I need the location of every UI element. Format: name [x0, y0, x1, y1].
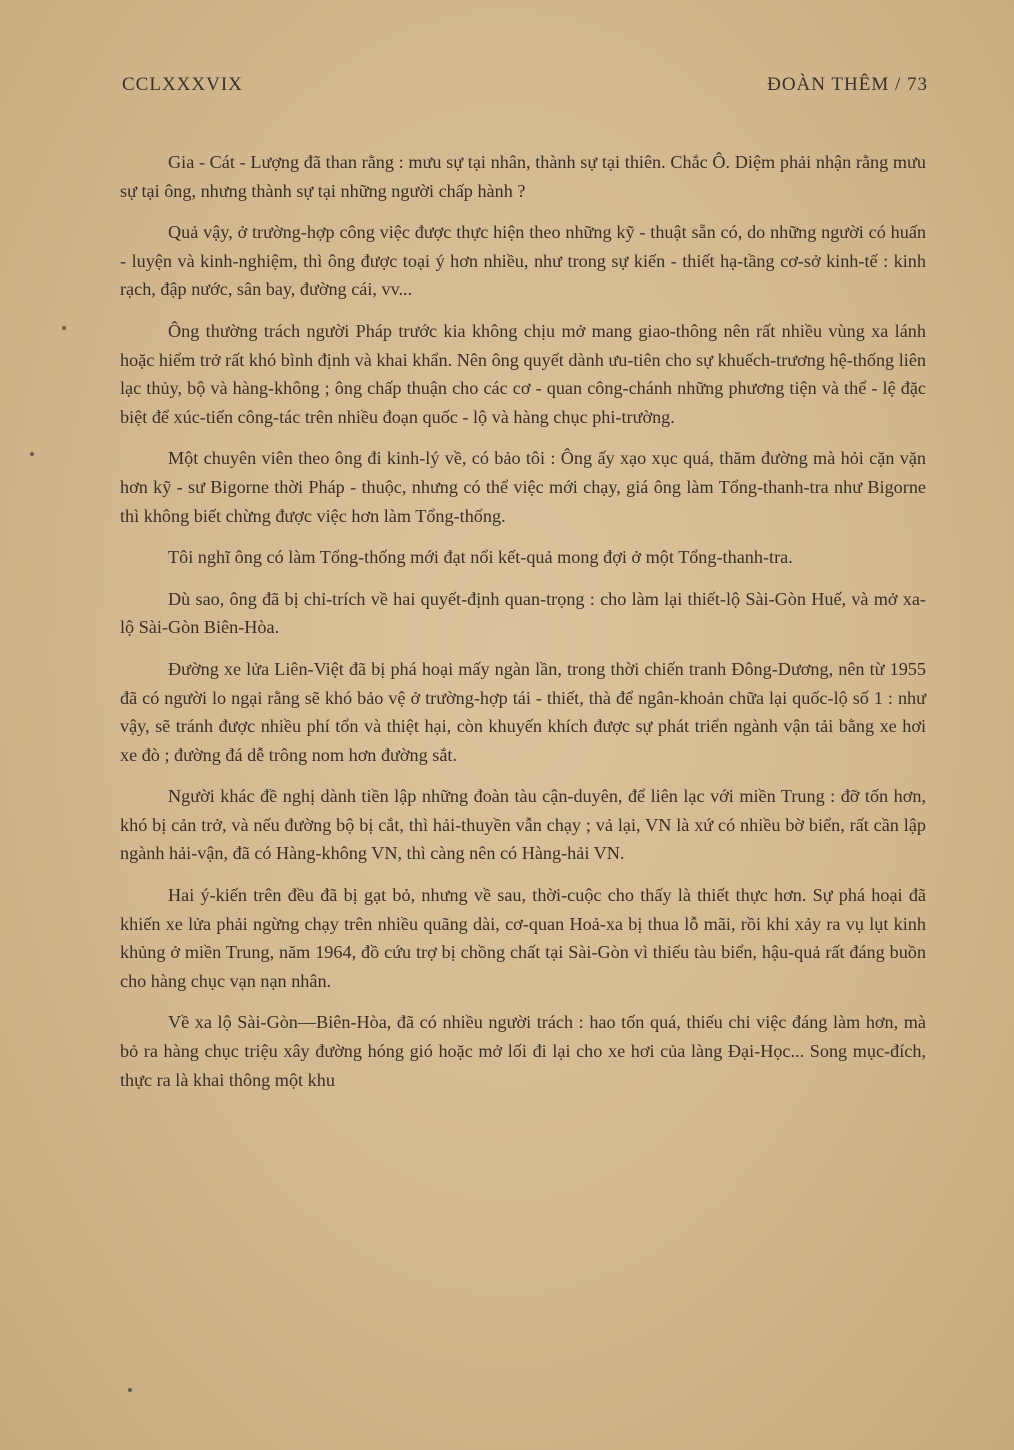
paragraph: Hai ý-kiến trên đều đã bị gạt bỏ, nhưng về sau, thời-cuộc cho thấy là thiết thực hơn. Sự phá hoại đã khiến xe lửa phải ngừng chạy trên nhiều quãng dài, cơ-quan Hoả-xa bị thua lỗ mãi, rồi khi xảy ra vụ lụt kinh khủng ở miền Trung, năm 1964, đồ cứu trợ bị chồng chất tại Sài-Gòn vì thiếu tàu biển, hậu-quả rất đáng buồn cho hàng chục vạn nạn nhân.: [120, 885, 926, 991]
paragraph: Đường xe lửa Liên-Việt đã bị phá hoại mấy ngàn lần, trong thời chiến tranh Đông-Dương, nên từ 1955 đã có người lo ngại rằng sẽ khó bảo vệ ở trường-hợp tái - thiết, thà để ngân-khoản chữa lại quốc-lộ số 1 : như vậy, sẽ tránh được nhiều phí tổn và thiệt hại, còn khuyến khích được sự phát triển ngành vận tải bằng xe hơi xe đò ; đường đá dễ trông nom hơn đường sắt.: [120, 658, 926, 765]
paper-speck: [62, 326, 66, 330]
paragraph: Quả vậy, ở trường-hợp công việc được thực hiện theo những kỹ - thuật sẵn có, do những người có huấn - luyện và kinh-nghiệm, thì ông được toại ý hơn nhiều, như trong sự kiến - thiết hạ-tầng cơ-sở kinh-tế : kinh rạch, đập nước, sân bay, đường cái, vv...: [120, 222, 926, 300]
header-author-page: ĐOÀN THÊM / 73: [767, 74, 928, 95]
paragraph: Tôi nghĩ ông có làm Tổng-thống mới đạt nổi kết-quả mong đợi ở một Tổng-thanh-tra.: [168, 547, 793, 568]
paragraph: Người khác đề nghị dành tiền lập những đoàn tàu cận-duyên, để liên lạc với miền Trung : đỡ tốn hơn, khó bị cản trở, và nếu đường bộ bị cắt, thì hải-thuyền vẫn chạy ; vả lại, VN là xứ có nhiều bờ biển, rất cần lập ngành hải-vận, đã có Hàng-không VN, thì càng nên có Hàng-hải VN.: [120, 786, 926, 864]
paragraph: Một chuyên viên theo ông đi kinh-lý về, có bảo tôi : Ông ấy xạo xục quá, thăm đường mà hỏi cặn vặn hơn kỹ - sư Bigorne thời Pháp - thuộc, nhưng có thể việc mới chạy, giá ông làm Tổng-thanh-tra như Bigorne thì không biết chừng được việc hơn làm Tổng-thống.: [120, 448, 926, 526]
paper-speck: [128, 1388, 132, 1392]
paragraph: Dù sao, ông đã bị chỉ-trích về hai quyết-định quan-trọng : cho làm lại thiết-lộ Sài-Gòn Huế, và mở xa-lộ Sài-Gòn Biên-Hòa.: [120, 588, 926, 638]
running-header: [122, 74, 928, 100]
paragraph: Ông thường trách người Pháp trước kia không chịu mở mang giao-thông nên rất nhiều vùng xa lánh hoặc hiểm trở rất khó bình định và khai khẩn. Nên ông quyết dành ưu-tiên cho sự khuếch-trương hệ-thống liên lạc thủy, bộ và hàng-không ; ông chấp thuận cho các cơ - quan công-chánh những phương tiện và thể - lệ đặc biệt để xúc-tiến công-tác trên nhiều đoạn quốc - lộ và hàng chục phi-trường.: [120, 320, 926, 427]
paragraph: Về xa lộ Sài-Gòn—Biên-Hòa, đã có nhiều người trách : hao tốn quá, thiếu chi việc đáng làm hơn, mà bỏ ra hàng chục triệu xây đường hóng gió hoặc mở lối đi lại cho xe hơi của làng Đại-Học... Song mục-đích, thực ra là khai thông một khu: [120, 1012, 926, 1090]
paper-speck: [30, 452, 34, 456]
header-chapter-number: CCLXXXVIX: [122, 74, 243, 95]
page-body: [120, 148, 926, 1107]
paragraph: Gia - Cát - Lượng đã than rằng : mưu sự tại nhân, thành sự tại thiên. Chắc Ô. Diệm phải nhận rằng mưu sự tại ông, nhưng thành sự tại những người chấp hành ?: [120, 152, 926, 201]
